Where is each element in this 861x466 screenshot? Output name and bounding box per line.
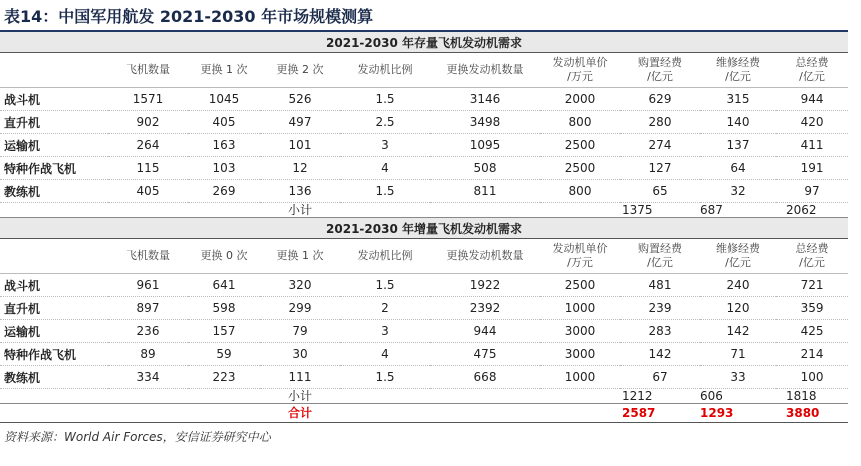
table-cell: 280 bbox=[620, 111, 700, 134]
table-cell: 142 bbox=[700, 320, 776, 343]
table-cell: 1.5 bbox=[340, 180, 430, 203]
column-header: 更换 0 次 bbox=[188, 239, 260, 274]
row-label: 直升机 bbox=[0, 297, 108, 320]
table-title: 表14：中国军用航发 2021-2030 年市场规模测算 bbox=[4, 7, 374, 26]
table-cell: 411 bbox=[776, 134, 848, 157]
table-cell: 425 bbox=[776, 320, 848, 343]
row-label: 直升机 bbox=[0, 111, 108, 134]
column-header: 总经费 /亿元 bbox=[776, 239, 848, 274]
column-header: 飞机数量 bbox=[108, 239, 188, 274]
spacer-cell bbox=[108, 203, 188, 218]
table-cell: 97 bbox=[776, 180, 848, 203]
table-cell: 274 bbox=[620, 134, 700, 157]
column-header bbox=[0, 239, 108, 274]
column-header bbox=[0, 53, 108, 88]
spacer-cell bbox=[340, 203, 430, 218]
increment-demand-table bbox=[0, 218, 848, 423]
table-row bbox=[0, 274, 848, 297]
subtotal-row-maintenance: 687 bbox=[700, 203, 776, 218]
table-cell: 71 bbox=[700, 343, 776, 366]
spacer-cell bbox=[430, 404, 540, 423]
spacer-cell bbox=[188, 203, 260, 218]
table-cell: 1.5 bbox=[340, 366, 430, 389]
table-cell: 1000 bbox=[540, 366, 620, 389]
table-cell: 214 bbox=[776, 343, 848, 366]
table-cell: 79 bbox=[260, 320, 340, 343]
table-cell: 334 bbox=[108, 366, 188, 389]
table-cell: 2392 bbox=[430, 297, 540, 320]
table-cell: 721 bbox=[776, 274, 848, 297]
table-cell: 59 bbox=[188, 343, 260, 366]
table-cell: 811 bbox=[430, 180, 540, 203]
table-cell: 236 bbox=[108, 320, 188, 343]
table-cell: 111 bbox=[260, 366, 340, 389]
table-cell: 136 bbox=[260, 180, 340, 203]
table-heading: 2021-2030 年存量飞机发动机需求 bbox=[0, 32, 848, 53]
table-cell: 405 bbox=[188, 111, 260, 134]
table-cell: 526 bbox=[260, 88, 340, 111]
table-cell: 283 bbox=[620, 320, 700, 343]
table-cell: 800 bbox=[540, 180, 620, 203]
column-header-row bbox=[0, 53, 848, 88]
table-cell: 800 bbox=[540, 111, 620, 134]
column-header: 更换 2 次 bbox=[260, 53, 340, 88]
spacer-cell bbox=[0, 404, 108, 423]
column-header: 更换 1 次 bbox=[260, 239, 340, 274]
table-row bbox=[0, 297, 848, 320]
column-header: 发动机比例 bbox=[340, 53, 430, 88]
column-header: 发动机单价 /万元 bbox=[540, 239, 620, 274]
row-label: 战斗机 bbox=[0, 274, 108, 297]
table-cell: 30 bbox=[260, 343, 340, 366]
table-cell: 2.5 bbox=[340, 111, 430, 134]
table-cell: 481 bbox=[620, 274, 700, 297]
table-cell: 2500 bbox=[540, 157, 620, 180]
row-label: 教练机 bbox=[0, 366, 108, 389]
spacer-cell bbox=[340, 389, 430, 404]
spacer-cell bbox=[540, 203, 620, 218]
grand-total-row-label: 合计 bbox=[260, 404, 340, 423]
subtotal-row-purchase: 1212 bbox=[620, 389, 700, 404]
table-cell: 163 bbox=[188, 134, 260, 157]
table-cell: 497 bbox=[260, 111, 340, 134]
table-row bbox=[0, 134, 848, 157]
spacer-cell bbox=[188, 389, 260, 404]
table-row bbox=[0, 111, 848, 134]
table-cell: 137 bbox=[700, 134, 776, 157]
table-cell: 3000 bbox=[540, 320, 620, 343]
table-cell: 3498 bbox=[430, 111, 540, 134]
column-header: 维修经费 /亿元 bbox=[700, 239, 776, 274]
spacer-cell bbox=[540, 389, 620, 404]
table-cell: 629 bbox=[620, 88, 700, 111]
subtotal-row-total: 1818 bbox=[776, 389, 848, 404]
spacer-cell bbox=[340, 404, 430, 423]
table-cell: 89 bbox=[108, 343, 188, 366]
table-cell: 1000 bbox=[540, 297, 620, 320]
table-cell: 65 bbox=[620, 180, 700, 203]
spacer-cell bbox=[0, 389, 108, 404]
spacer-cell bbox=[108, 389, 188, 404]
table-row bbox=[0, 157, 848, 180]
subtotal-row-label: 小计 bbox=[260, 203, 340, 218]
table-cell: 269 bbox=[188, 180, 260, 203]
grand-total-row-purchase: 2587 bbox=[620, 404, 700, 423]
spacer-cell bbox=[108, 404, 188, 423]
column-header: 发动机单价 /万元 bbox=[540, 53, 620, 88]
table-cell: 142 bbox=[620, 343, 700, 366]
table-cell: 100 bbox=[776, 366, 848, 389]
table-cell: 668 bbox=[430, 366, 540, 389]
table-cell: 223 bbox=[188, 366, 260, 389]
table-cell: 944 bbox=[776, 88, 848, 111]
table-heading-row bbox=[0, 32, 848, 53]
row-label: 运输机 bbox=[0, 320, 108, 343]
column-header: 总经费 /亿元 bbox=[776, 53, 848, 88]
table-cell: 315 bbox=[700, 88, 776, 111]
column-header: 维修经费 /亿元 bbox=[700, 53, 776, 88]
subtotal-row-total: 2062 bbox=[776, 203, 848, 218]
table-cell: 64 bbox=[700, 157, 776, 180]
grand-total-row-maintenance: 1293 bbox=[700, 404, 776, 423]
subtotal-row bbox=[0, 203, 848, 218]
table-cell: 1.5 bbox=[340, 274, 430, 297]
table-cell: 3146 bbox=[430, 88, 540, 111]
row-label: 运输机 bbox=[0, 134, 108, 157]
table-cell: 1571 bbox=[108, 88, 188, 111]
table-cell: 33 bbox=[700, 366, 776, 389]
table-cell: 240 bbox=[700, 274, 776, 297]
table-row bbox=[0, 320, 848, 343]
spacer-cell bbox=[430, 203, 540, 218]
table-cell: 359 bbox=[776, 297, 848, 320]
table-cell: 3000 bbox=[540, 343, 620, 366]
subtotal-row-maintenance: 606 bbox=[700, 389, 776, 404]
table-cell: 475 bbox=[430, 343, 540, 366]
table-cell: 103 bbox=[188, 157, 260, 180]
table-heading-row bbox=[0, 218, 848, 239]
table-cell: 944 bbox=[430, 320, 540, 343]
table-row bbox=[0, 366, 848, 389]
table-row bbox=[0, 88, 848, 111]
spacer-cell bbox=[188, 404, 260, 423]
table-cell: 239 bbox=[620, 297, 700, 320]
table-cell: 101 bbox=[260, 134, 340, 157]
table-cell: 1922 bbox=[430, 274, 540, 297]
table-cell: 4 bbox=[340, 343, 430, 366]
table-cell: 299 bbox=[260, 297, 340, 320]
table-cell: 2 bbox=[340, 297, 430, 320]
table-cell: 115 bbox=[108, 157, 188, 180]
table-cell: 264 bbox=[108, 134, 188, 157]
table-cell: 2500 bbox=[540, 134, 620, 157]
row-label: 教练机 bbox=[0, 180, 108, 203]
table-cell: 1.5 bbox=[340, 88, 430, 111]
row-label: 特种作战飞机 bbox=[0, 343, 108, 366]
table-cell: 897 bbox=[108, 297, 188, 320]
table-cell: 420 bbox=[776, 111, 848, 134]
source-note: 资料来源：World Air Forces，安信证券研究中心 bbox=[4, 430, 271, 444]
table-cell: 191 bbox=[776, 157, 848, 180]
table-cell: 4 bbox=[340, 157, 430, 180]
column-header: 更换发动机数量 bbox=[430, 239, 540, 274]
column-header: 更换 1 次 bbox=[188, 53, 260, 88]
table-cell: 320 bbox=[260, 274, 340, 297]
table-cell: 32 bbox=[700, 180, 776, 203]
table-row bbox=[0, 180, 848, 203]
spacer-cell bbox=[430, 389, 540, 404]
column-header: 购置经费 /亿元 bbox=[620, 239, 700, 274]
table-cell: 2000 bbox=[540, 88, 620, 111]
table-cell: 3 bbox=[340, 134, 430, 157]
table-cell: 140 bbox=[700, 111, 776, 134]
table-cell: 120 bbox=[700, 297, 776, 320]
column-header: 更换发动机数量 bbox=[430, 53, 540, 88]
grand-total-row bbox=[0, 404, 848, 423]
table-cell: 961 bbox=[108, 274, 188, 297]
column-header: 飞机数量 bbox=[108, 53, 188, 88]
table-cell: 405 bbox=[108, 180, 188, 203]
table-cell: 641 bbox=[188, 274, 260, 297]
subtotal-row-label: 小计 bbox=[260, 389, 340, 404]
spacer-cell bbox=[540, 404, 620, 423]
table-heading: 2021-2030 年增量飞机发动机需求 bbox=[0, 218, 848, 239]
table-cell: 12 bbox=[260, 157, 340, 180]
stock-demand-table bbox=[0, 32, 848, 218]
table-cell: 902 bbox=[108, 111, 188, 134]
table-row bbox=[0, 343, 848, 366]
table-cell: 598 bbox=[188, 297, 260, 320]
column-header: 购置经费 /亿元 bbox=[620, 53, 700, 88]
column-header: 发动机比例 bbox=[340, 239, 430, 274]
spacer-cell bbox=[0, 203, 108, 218]
table-cell: 508 bbox=[430, 157, 540, 180]
subtotal-row-purchase: 1375 bbox=[620, 203, 700, 218]
column-header-row bbox=[0, 239, 848, 274]
table-cell: 2500 bbox=[540, 274, 620, 297]
table-cell: 67 bbox=[620, 366, 700, 389]
row-label: 特种作战飞机 bbox=[0, 157, 108, 180]
table-cell: 1095 bbox=[430, 134, 540, 157]
table-cell: 157 bbox=[188, 320, 260, 343]
table-cell: 1045 bbox=[188, 88, 260, 111]
grand-total-row-total: 3880 bbox=[776, 404, 848, 423]
row-label: 战斗机 bbox=[0, 88, 108, 111]
subtotal-row bbox=[0, 389, 848, 404]
table-cell: 127 bbox=[620, 157, 700, 180]
table-cell: 3 bbox=[340, 320, 430, 343]
